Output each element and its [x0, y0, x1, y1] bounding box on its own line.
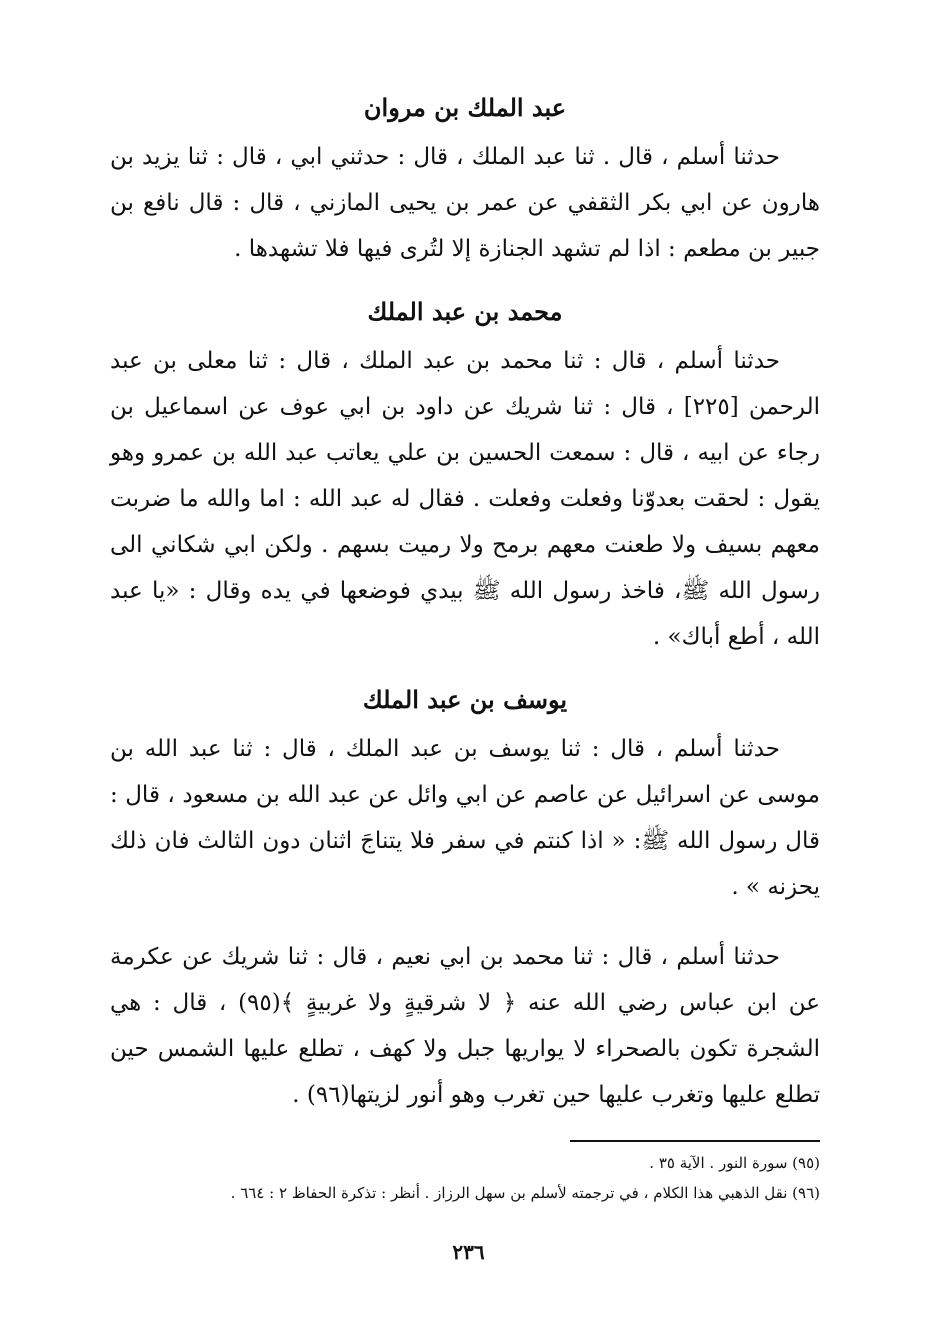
section-heading: يوسف بن عبد الملك	[362, 685, 568, 714]
section-abd-al-malik	[110, 88, 820, 272]
footnote: (٩٦) نقل الذهبي هذا الكلام ، في ترجمته لأسلم بن سهل الرزاز . أنظر : تذكرة الحفاظ ٢ : ٦٦٤ .	[230, 1184, 820, 1202]
page-number: ٢٣٦	[452, 1240, 485, 1264]
section-muhammad	[110, 292, 820, 660]
page-body	[110, 80, 820, 1208]
footnote: (٩٥) سورة النور . الآية ٣٥ .	[649, 1154, 820, 1172]
section-heading: عبد الملك بن مروان	[363, 93, 567, 122]
section-heading: محمد بن عبد الملك	[367, 297, 563, 326]
paragraph: حدثنا أسلم ، قال : ثنا محمد بن ابي نعيم ، قال : ثنا شريك عن عكرمة عن ابن عباس رضي الله عنه ﴿ لا شرقيةٍ ولا غربيةٍ ﴾(٩٥) ، قال : هي الشجرة تكون بالصحراء لا يواريها جبل ولا كهف ، تطلع عليها الشمس حين تطلع عليها وتغرب عليها حين تغرب وهو أنور لزيتها(٩٦) .	[110, 944, 821, 1108]
section-yusuf	[110, 680, 820, 1118]
paragraph: حدثنا أسلم ، قال : ثنا يوسف بن عبد الملك ، قال : ثنا عبد الله بن موسى عن اسرائيل عن عاصم عن ابي وائل عن عبد الله بن مسعود ، قال : قال رسول الله ﷺ: « اذا كنتم في سفر فلا يتناجَ اثنان دون الثالث فان ذلك يحزنه » .	[110, 736, 820, 900]
footnote-divider	[570, 1140, 820, 1142]
paragraph: حدثنا أسلم ، قال . ثنا عبد الملك ، قال : حدثني ابي ، قال : ثنا يزيد بن هارون عن ابي بكر الثقفي عن عمر بن يحيى المازني ، قال : قال نافع بن جبير بن مطعم : اذا لم تشهد الجنازة إلا لتُرى فيها فلا تشهدها .	[110, 144, 820, 262]
paragraph: حدثنا أسلم ، قال : ثنا محمد بن عبد الملك ، قال : ثنا معلى بن عبد الرحمن [٢٢٥] ، قال : ثنا شريك عن داود بن ابي عوف عن اسماعيل بن رجاء عن ابيه ، قال : سمعت الحسين بن علي يعاتب عبد الله بن عمرو وهو يقول : لحقت بعدوّنا وفعلت وفعلت . فقال له عبد الله : اما والله ما ضربت معهم بسيف ولا طعنت معهم برمح ولا رميت بسهم . ولكن ابي شكاني الى رسول الله ﷺ، فاخذ رسول الله ﷺ بيدي فوضعها في يده وقال : «يا عبد الله ، أطع أباك» .	[110, 348, 820, 650]
